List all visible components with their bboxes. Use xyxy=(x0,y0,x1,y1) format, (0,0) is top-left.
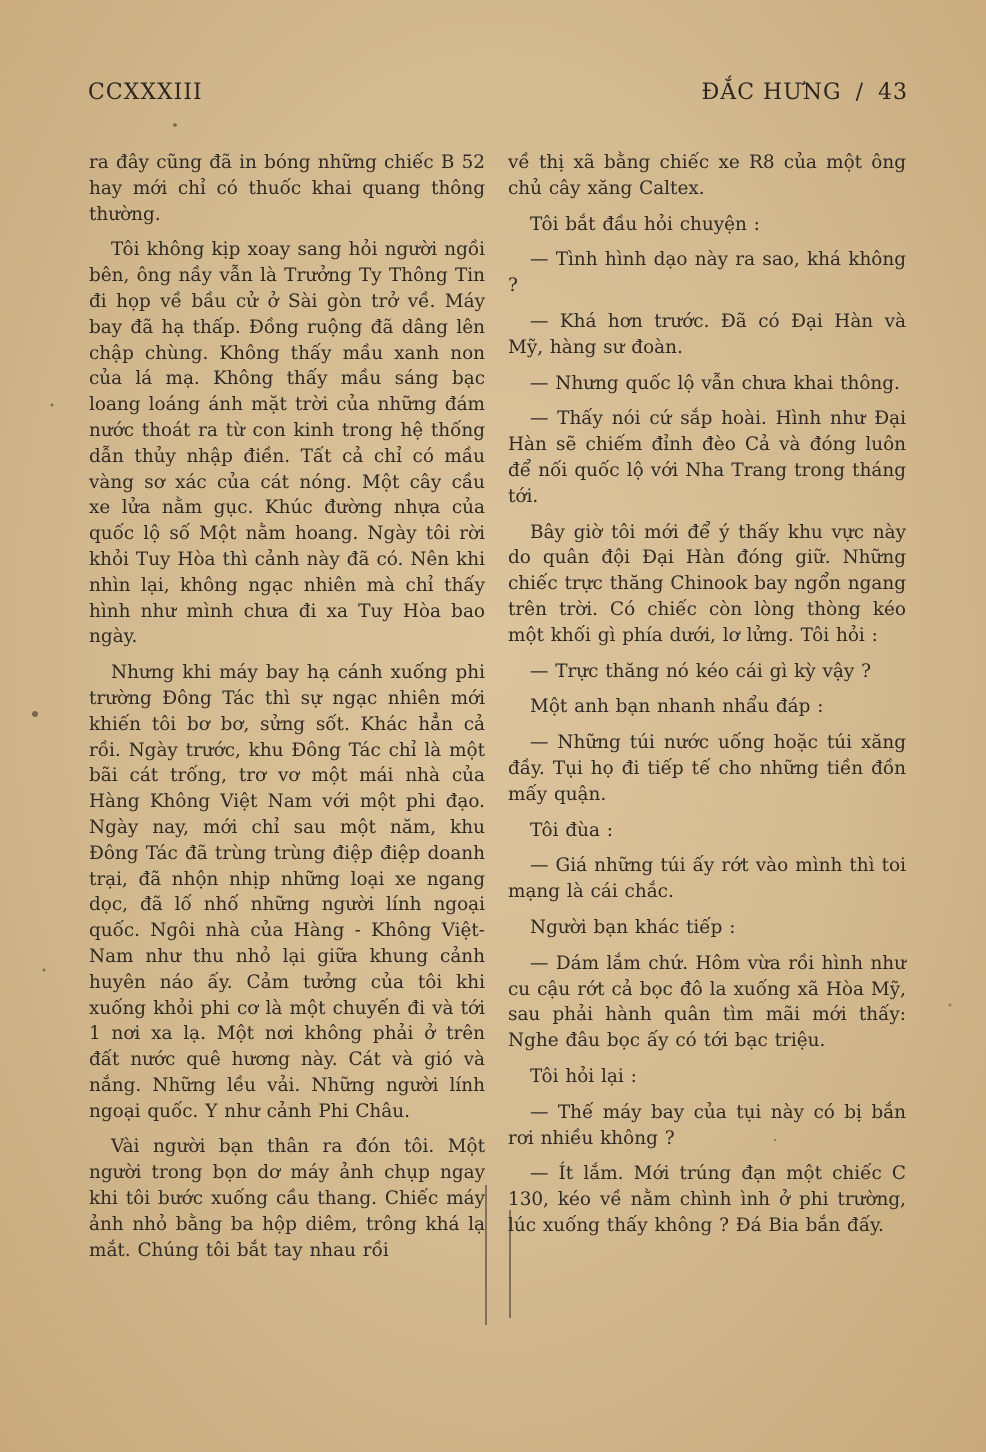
paragraph: Tôi không kịp xoay sang hỏi người ngồi bên, ông nầy vẫn là Trưởng Ty Thông Tin đi họp về bầu cử ở Sài gòn trở về. Máy bay đã hạ thấp. Đồng ruộng đã dâng lên chập chùng. Không thấy mầu xanh non của lá mạ. Không thấy mầu sáng bạc loang loáng ánh mặt trời của những đám nước thoát ra từ con kinh trong hệ thống dẫn thủy nhập điền. Tất cả chỉ có mầu vàng sơ xác của cát nóng. Một cây cầu xe lửa nằm gục. Khúc đường nhựa của quốc lộ số Một nằm hoang. Ngày tôi rời khỏi Tuy Hòa thì cảnh này đã có. Nên khi nhìn lại, không ngạc nhiên mà chỉ thấy hình như mình chưa đi xa Tuy Hòa bao ngày. xyxy=(89,239,485,648)
paragraph: về thị xã bằng chiếc xe R8 của một ông chủ cây xăng Caltex. xyxy=(508,152,906,199)
left-column xyxy=(89,150,485,1273)
dialogue-line: — Dám lắm chứ. Hôm vừa rồi hình như cu cậu rớt cả bọc đô la xuống xã Hòa Mỹ, sau phải hành quân tìm mãi mới thấy: Nghe đâu bọc ấy có tới bạc triệu. xyxy=(508,952,906,1052)
right-column xyxy=(508,150,906,1249)
dialogue-line: — Nhưng quốc lộ vẫn chưa khai thông. xyxy=(530,372,900,394)
dialogue-line: — Tình hình dạo này ra sao, khá không ? xyxy=(508,249,906,297)
paragraph: Tôi đùa : xyxy=(530,819,613,841)
dialogue-line: — Giá những túi ấy rớt vào mình thì toi mạng là cái chắc. xyxy=(508,855,906,903)
dialogue-line: — Khá hơn trước. Đã có Đại Hàn và Mỹ, hàng sư đoàn. xyxy=(508,310,906,358)
page-number: 43 xyxy=(878,80,908,105)
margin-mark xyxy=(485,1185,487,1325)
dialogue-line: — Trực thăng nó kéo cái gì kỳ vậy ? xyxy=(530,660,871,682)
paragraph: Một anh bạn nhanh nhẩu đáp : xyxy=(530,696,824,718)
paragraph: Tôi bắt đầu hỏi chuyện : xyxy=(530,213,760,235)
paragraph: Tôi hỏi lại : xyxy=(530,1065,637,1087)
paragraph: ra đây cũng đã in bóng những chiếc B 52 hay mới chỉ có thuốc khai quang thông thường. xyxy=(89,152,485,225)
author-name: ĐẮC HƯNG xyxy=(701,80,842,105)
dialogue-line: — Thấy nói cứ sắp hoài. Hình như Đại Hàn sẽ chiếm đỉnh đèo Cả và đóng luôn để nối quốc lộ với Nha Trang trong tháng tới. xyxy=(508,408,906,507)
paragraph: Nhưng khi máy bay hạ cánh xuống phi trường Đông Tác thì sự ngạc nhiên mới khiến tôi bơ bơ, sửng sốt. Khác hẳn cả rồi. Ngày trước, khu Đông Tác chỉ là một bãi cát trống, trơ vơ một mái nhà của Hàng Không Việt Nam với một phi đạo. Ngày nay, mới chỉ sau một năm, khu Đông Tác đã trùng trùng điệp điệp doanh trại, đã nhộn nhịp những loại xe ngang dọc, đã lố nhố những người lính ngoại quốc. Ngôi nhà của Hàng - Không Việt-Nam như thu nhỏ lại giữa khung cảnh huyên náo ấy. Cảm tưởng của tôi khi xuống khỏi phi cơ là một chuyến đi và tới 1 nơi xa lạ. Một nơi không phải ở trên đất nước quê hương này. Cát và gió và nắng. Những lều vải. Những người lính ngoại quốc. Y như cảnh Phi Châu. xyxy=(89,662,485,1122)
paragraph: Vài người bạn thân ra đón tôi. Một người trong bọn dơ máy ảnh chụp ngay khi tôi bước xuống cầu thang. Chiếc máy ảnh nhỏ bằng ba hộp diêm, trông khá lạ mắt. Chúng tôi bắt tay nhau rồi xyxy=(89,1136,485,1261)
paragraph: Bây giờ tôi mới để ý thấy khu vực này do quân đội Đại Hàn đóng giữ. Những chiếc trực thăng Chinook bay ngổn ngang trên trời. Có chiếc còn lòng thòng kéo một khối gì phía dưới, lơ lửng. Tôi hỏi : xyxy=(508,521,906,646)
dialogue-line: — Thế máy bay của tụi này có bị bắn rơi nhiều không ? xyxy=(508,1101,906,1149)
dialogue-line: — Những túi nước uống hoặc túi xăng đầy. Tụi họ đi tiếp tế cho những tiền đồn mấy quận. xyxy=(508,732,906,805)
paragraph: Người bạn khác tiếp : xyxy=(530,916,736,938)
header-right xyxy=(702,80,908,105)
chapter-number: CCXXXIII xyxy=(88,80,203,105)
dialogue-line: — Ít lắm. Mới trúng đạn một chiếc C 130, kéo về nằm chình ình ở phi trường, lúc xuống thấy không ? Đá Bia bắn đấy. xyxy=(508,1163,906,1236)
header-separator: / xyxy=(855,80,864,105)
running-header xyxy=(88,80,908,105)
